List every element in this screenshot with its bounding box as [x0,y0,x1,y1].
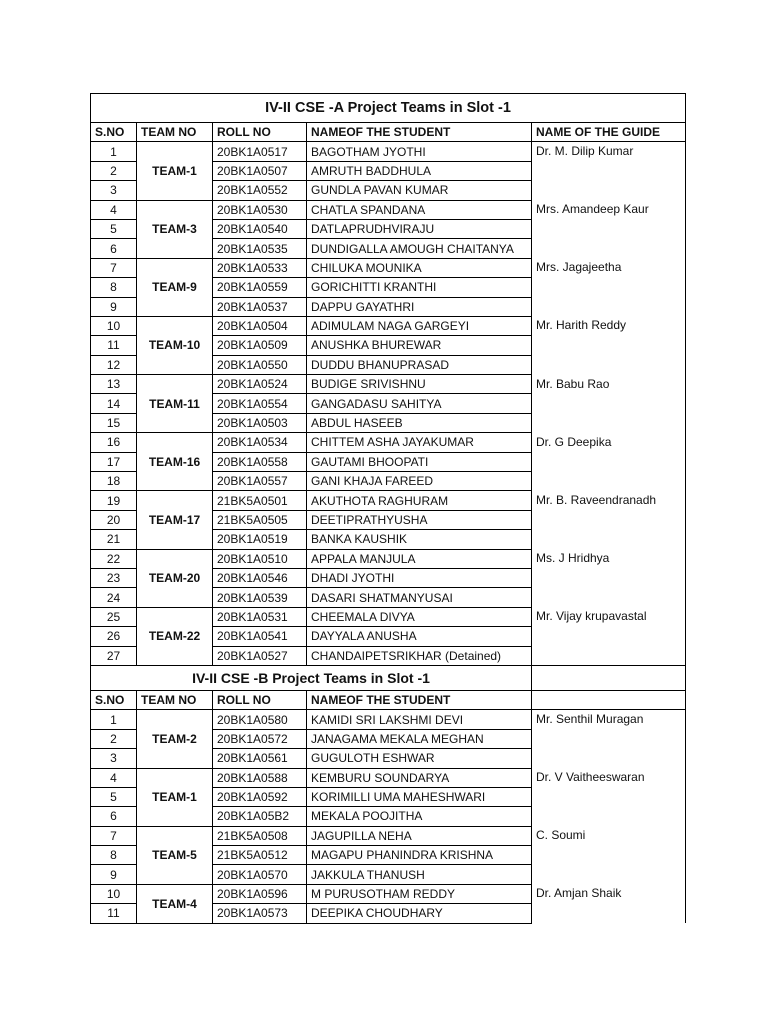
table-row [91,884,686,903]
table-row [91,316,686,335]
section-title-row [91,665,686,690]
row-sno: 3 [91,181,137,200]
guide-cell-blank [532,413,686,432]
team-number: TEAM-1 [137,768,213,826]
student-name: CHITTEM ASHA JAYAKUMAR [307,433,532,452]
table-row [91,710,686,729]
table-row [91,826,686,845]
row-sno: 26 [91,627,137,646]
team-number: TEAM-9 [137,258,213,316]
guide-name: Mrs. Jagajeetha [532,258,686,277]
guide-name: Dr. Amjan Shaik [532,884,686,903]
roll-number: 20BK1A0546 [213,568,307,587]
roll-number: 21BK5A0508 [213,826,307,845]
guide-cell-blank [532,297,686,316]
roll-number: 20BK1A0561 [213,749,307,768]
table-row [91,375,686,394]
roll-number: 20BK1A0552 [213,181,307,200]
roll-number: 20BK1A0537 [213,297,307,316]
table-row [91,200,686,219]
guide-name: Ms. J Hridhya [532,549,686,568]
roll-number: 20BK1A0503 [213,413,307,432]
roll-number: 20BK1A0588 [213,768,307,787]
roll-number: 20BK1A0533 [213,258,307,277]
roll-number: 20BK1A0580 [213,710,307,729]
row-sno: 2 [91,161,137,180]
roll-number: 20BK1A0550 [213,355,307,374]
guide-cell-blank [532,729,686,748]
guide-cell-blank [532,846,686,865]
roll-number: 20BK1A0572 [213,729,307,748]
guide-cell-blank [532,472,686,491]
student-name: JAGUPILLA NEHA [307,826,532,845]
row-sno: 9 [91,865,137,884]
row-sno: 2 [91,729,137,748]
section-title: IV-II CSE -B Project Teams in Slot -1 [91,665,532,690]
student-name: ADIMULAM NAGA GARGEYI [307,316,532,335]
row-sno: 3 [91,749,137,768]
roll-number: 20BK1A0570 [213,865,307,884]
table-row [91,258,686,277]
row-sno: 4 [91,200,137,219]
guide-name: Mr. Vijay krupavastal [532,607,686,626]
header-team-no: TEAM NO [137,690,213,709]
guide-cell-blank [532,219,686,238]
student-name: DAYYALA ANUSHA [307,627,532,646]
guide-cell-blank [532,807,686,826]
row-sno: 27 [91,646,137,665]
row-sno: 7 [91,258,137,277]
roll-number: 20BK1A0535 [213,239,307,258]
roll-number: 20BK1A0507 [213,161,307,180]
roll-number: 20BK1A0531 [213,607,307,626]
row-sno: 23 [91,568,137,587]
student-name: DUDDU BHANUPRASAD [307,355,532,374]
row-sno: 19 [91,491,137,510]
team-number: TEAM-10 [137,316,213,374]
header-sno: S.NO [91,123,137,142]
student-name: DATLAPRUDHVIRAJU [307,219,532,238]
roll-number: 21BK5A0501 [213,491,307,510]
guide-cell-blank [532,904,686,923]
row-sno: 1 [91,142,137,161]
student-name: DASARI SHATMANYUSAI [307,588,532,607]
team-number: TEAM-20 [137,549,213,607]
guide-cell-blank [532,239,686,258]
guide-cell-blank [532,510,686,529]
row-sno: 12 [91,355,137,374]
student-name: DEEPIKA CHOUDHARY [307,904,532,923]
table-header-row [91,690,686,709]
guide-cell-blank [532,394,686,413]
header-roll-no: ROLL NO [213,123,307,142]
roll-number: 21BK5A0512 [213,846,307,865]
row-sno: 7 [91,826,137,845]
roll-number: 21BK5A0505 [213,510,307,529]
row-sno: 21 [91,530,137,549]
student-name: KORIMILLI UMA MAHESHWARI [307,787,532,806]
header-sno: S.NO [91,690,137,709]
row-sno: 25 [91,607,137,626]
header-roll-no: ROLL NO [213,690,307,709]
table-row [91,491,686,510]
student-name: BAGOTHAM JYOTHI [307,142,532,161]
guide-cell-blank [532,336,686,355]
project-teams-table [90,93,686,924]
guide-name: Mrs. Amandeep Kaur [532,200,686,219]
student-name: CHILUKA MOUNIKA [307,258,532,277]
roll-number: 20BK1A0541 [213,627,307,646]
student-name: GUGULOTH ESHWAR [307,749,532,768]
row-sno: 6 [91,807,137,826]
row-sno: 24 [91,588,137,607]
guide-cell-blank [532,568,686,587]
guide-name: C. Soumi [532,826,686,845]
project-teams-sheet [90,93,685,924]
row-sno: 20 [91,510,137,529]
header-student-name: NAMEOF THE STUDENT [307,123,532,142]
row-sno: 14 [91,394,137,413]
student-name: DEETIPRATHYUSHA [307,510,532,529]
table-row [91,607,686,626]
table-header-row [91,123,686,142]
table-row [91,768,686,787]
roll-number: 20BK1A05B2 [213,807,307,826]
roll-number: 20BK1A0540 [213,219,307,238]
student-name: KEMBURU SOUNDARYA [307,768,532,787]
row-sno: 18 [91,472,137,491]
roll-number: 20BK1A0534 [213,433,307,452]
team-number: TEAM-16 [137,433,213,491]
student-name: JAKKULA THANUSH [307,865,532,884]
team-number: TEAM-2 [137,710,213,768]
team-number: TEAM-22 [137,607,213,665]
guide-cell-blank [532,749,686,768]
student-name: GORICHITTI KRANTHI [307,278,532,297]
roll-number: 20BK1A0509 [213,336,307,355]
row-sno: 10 [91,316,137,335]
student-name: MAGAPU PHANINDRA KRISHNA [307,846,532,865]
student-name: DAPPU GAYATHRI [307,297,532,316]
team-number: TEAM-11 [137,375,213,433]
roll-number: 20BK1A0530 [213,200,307,219]
roll-number: 20BK1A0524 [213,375,307,394]
guide-name: Dr. M. Dilip Kumar [532,142,686,161]
guide-cell-blank [532,787,686,806]
row-sno: 9 [91,297,137,316]
roll-number: 20BK1A0573 [213,904,307,923]
student-name: DUNDIGALLA AMOUGH CHAITANYA [307,239,532,258]
student-name: CHATLA SPANDANA [307,200,532,219]
roll-number: 20BK1A0596 [213,884,307,903]
guide-name: Mr. Senthil Muragan [532,710,686,729]
guide-name: Dr. G Deepika [532,433,686,452]
student-name: ABDUL HASEEB [307,413,532,432]
guide-cell-blank [532,355,686,374]
team-number: TEAM-4 [137,884,213,923]
row-sno: 5 [91,787,137,806]
guide-name: Mr. B. Raveendranadh [532,491,686,510]
student-name: CHEEMALA DIVYA [307,607,532,626]
header-guide: NAME OF THE GUIDE [532,123,686,142]
roll-number: 20BK1A0557 [213,472,307,491]
guide-name: Mr. Babu Rao [532,375,686,394]
team-number: TEAM-17 [137,491,213,549]
table-row [91,549,686,568]
guide-cell-blank [532,646,686,665]
row-sno: 8 [91,278,137,297]
guide-name: Mr. Harith Reddy [532,316,686,335]
roll-number: 20BK1A0517 [213,142,307,161]
header-student-name: NAMEOF THE STUDENT [307,690,532,709]
student-name: BANKA KAUSHIK [307,530,532,549]
row-sno: 16 [91,433,137,452]
row-sno: 17 [91,452,137,471]
guide-cell-blank [532,627,686,646]
roll-number: 20BK1A0554 [213,394,307,413]
row-sno: 15 [91,413,137,432]
guide-cell-blank [532,452,686,471]
row-sno: 6 [91,239,137,258]
roll-number: 20BK1A0527 [213,646,307,665]
row-sno: 22 [91,549,137,568]
row-sno: 1 [91,710,137,729]
student-name: CHANDAIPETSRIKHAR (Detained) [307,646,532,665]
roll-number: 20BK1A0519 [213,530,307,549]
row-sno: 8 [91,846,137,865]
student-name: GAUTAMI BHOOPATI [307,452,532,471]
team-number: TEAM-5 [137,826,213,884]
student-name: JANAGAMA MEKALA MEGHAN [307,729,532,748]
roll-number: 20BK1A0539 [213,588,307,607]
row-sno: 10 [91,884,137,903]
roll-number: 20BK1A0558 [213,452,307,471]
student-name: BUDIGE SRIVISHNU [307,375,532,394]
guide-cell-blank [532,278,686,297]
student-name: APPALA MANJULA [307,549,532,568]
row-sno: 11 [91,336,137,355]
section-title-blank [532,665,686,690]
student-name: AKUTHOTA RAGHURAM [307,491,532,510]
student-name: ANUSHKA BHUREWAR [307,336,532,355]
student-name: KAMIDI SRI LAKSHMI DEVI [307,710,532,729]
guide-cell-blank [532,161,686,180]
row-sno: 4 [91,768,137,787]
header-team-no: TEAM NO [137,123,213,142]
roll-number: 20BK1A0559 [213,278,307,297]
row-sno: 11 [91,904,137,923]
header-guide [532,690,686,709]
student-name: GANI KHAJA FAREED [307,472,532,491]
section-title: IV-II CSE -A Project Teams in Slot -1 [91,94,686,123]
guide-cell-blank [532,865,686,884]
student-name: AMRUTH BADDHULA [307,161,532,180]
guide-cell-blank [532,588,686,607]
roll-number: 20BK1A0510 [213,549,307,568]
roll-number: 20BK1A0592 [213,787,307,806]
section-title-row [91,94,686,123]
guide-cell-blank [532,181,686,200]
table-row [91,142,686,161]
table-row [91,433,686,452]
guide-name: Dr. V Vaitheeswaran [532,768,686,787]
student-name: DHADI JYOTHI [307,568,532,587]
student-name: GANGADASU SAHITYA [307,394,532,413]
roll-number: 20BK1A0504 [213,316,307,335]
row-sno: 5 [91,219,137,238]
team-number: TEAM-1 [137,142,213,200]
student-name: MEKALA POOJITHA [307,807,532,826]
team-number: TEAM-3 [137,200,213,258]
row-sno: 13 [91,375,137,394]
student-name: GUNDLA PAVAN KUMAR [307,181,532,200]
student-name: M PURUSOTHAM REDDY [307,884,532,903]
guide-cell-blank [532,530,686,549]
